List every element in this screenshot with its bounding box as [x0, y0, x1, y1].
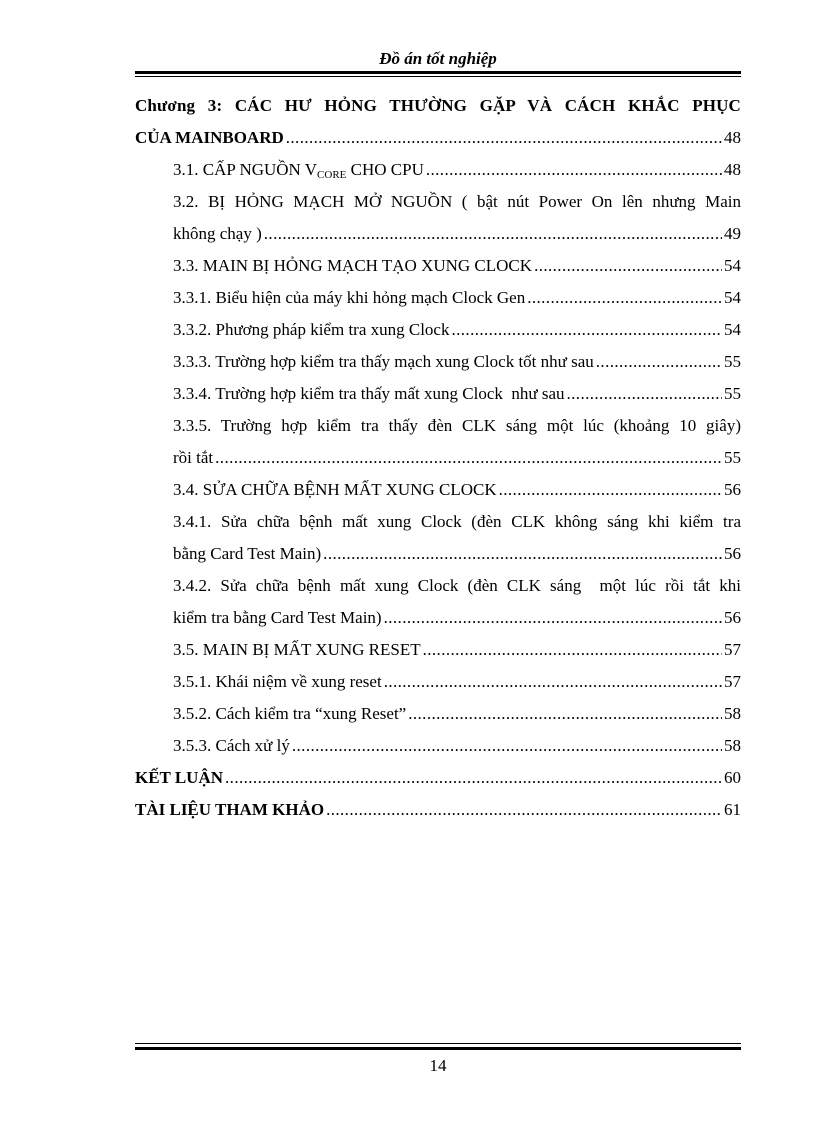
- page-number: 57: [724, 672, 741, 691]
- toc-entry-title: TÀI LIỆU THAM KHẢO: [135, 800, 325, 819]
- page-number: 56: [724, 544, 741, 563]
- footer-rule-thick: [135, 1047, 741, 1050]
- toc-entry-title: 3.1. CẤP NGUỒN $V_{CORE}$ CHO CPU: [173, 160, 424, 181]
- toc-entry-3-4-1-line1[interactable]: 3.4.1. Sửa chữa bệnh mất xung Clock (đèn CLK không sáng khi kiểm tra: [173, 512, 741, 531]
- page-number: 54: [724, 256, 741, 275]
- dot-leader: [426, 154, 722, 186]
- toc-entry-title: 3.3. MAIN BỊ HỎNG MẠCH TẠO XUNG CLOCK: [173, 256, 533, 275]
- dot-leader: [451, 314, 722, 346]
- toc-entry-chapter-3[interactable]: [135, 122, 741, 154]
- toc-entry-3-4-1[interactable]: [135, 538, 741, 570]
- toc-entry-3-2[interactable]: [135, 218, 741, 250]
- dot-leader: [264, 218, 722, 250]
- page-number: 61: [724, 800, 741, 819]
- toc-entry-3-3-4[interactable]: [135, 378, 741, 410]
- toc-entry-conclusion[interactable]: [135, 762, 741, 794]
- toc-entry-title: kiểm tra bằng Card Test Main): [173, 608, 382, 627]
- page-number: 48: [724, 128, 741, 147]
- dot-leader: [567, 378, 723, 410]
- toc-entry-title: KẾT LUẬN: [135, 768, 224, 787]
- toc-entry-3-3-5[interactable]: [135, 442, 741, 474]
- dot-leader: [408, 698, 722, 730]
- page-number: 57: [724, 640, 741, 659]
- toc-entry-title: 3.3.2. Phương pháp kiểm tra xung Clock: [173, 320, 450, 339]
- toc-chapter-3-line1: Chương 3: CÁC HƯ HỎNG THƯỜNG GẶP VÀ CÁCH KHẮC PHỤC: [135, 96, 741, 115]
- dot-leader: [596, 346, 722, 378]
- page-number: 56: [724, 608, 741, 627]
- header-rule-thin: [135, 76, 741, 77]
- document-title: Đồ án tốt nghiệp: [379, 49, 497, 68]
- page-number: 56: [724, 480, 741, 499]
- toc-entry-3-1[interactable]: [135, 154, 741, 186]
- toc-entry-3-3[interactable]: [135, 250, 741, 282]
- toc-entry-3-4-2-line1[interactable]: 3.4.2. Sửa chữa bệnh mất xung Clock (đèn CLK sáng một lúc rồi tắt khi: [173, 576, 741, 595]
- toc-entry-title: không chạy ): [173, 224, 262, 243]
- page-number: 58: [724, 704, 741, 723]
- toc-entry-3-5-3[interactable]: [135, 730, 741, 762]
- toc-entry-3-5[interactable]: [135, 634, 741, 666]
- toc-entry-3-3-5-line1[interactable]: 3.3.5. Trường hợp kiểm tra thấy đèn CLK sáng một lúc (khoảng 10 giây): [173, 416, 741, 435]
- table-of-contents: [135, 90, 741, 826]
- toc-entry-title: 3.3.1. Biểu hiện của máy khi hỏng mạch Clock Gen: [173, 288, 526, 307]
- dot-leader: [527, 282, 722, 314]
- toc-entry-references[interactable]: [135, 794, 741, 826]
- toc-entry-title: 3.5.3. Cách xử lý: [173, 736, 290, 755]
- dot-leader: [292, 730, 722, 762]
- toc-entry-title: rồi tắt: [173, 448, 214, 467]
- dot-leader: [384, 666, 722, 698]
- toc-chapter-3-line2: CỦA MAINBOARD: [135, 128, 284, 147]
- page-number: 60: [724, 768, 741, 787]
- toc-entry-title: 3.4. SỬA CHỮA BỆNH MẤT XUNG CLOCK: [173, 480, 497, 499]
- dot-leader: [534, 250, 722, 282]
- toc-entry-3-2-line1[interactable]: 3.2. BỊ HỎNG MẠCH MỞ NGUỒN ( bật nút Power On lên nhưng Main: [173, 192, 741, 211]
- toc-entry-3-4[interactable]: [135, 474, 741, 506]
- page-number: 48: [724, 160, 741, 179]
- toc-entry-title: 3.3.3. Trường hợp kiểm tra thấy mạch xung Clock tốt như sau: [173, 352, 594, 371]
- toc-entry-title: 3.5.1. Khái niệm về xung reset: [173, 672, 382, 691]
- dot-leader: [499, 474, 722, 506]
- toc-entry-3-5-1[interactable]: [135, 666, 741, 698]
- toc-entry-3-3-2[interactable]: [135, 314, 741, 346]
- toc-entry-title: 3.3.4. Trường hợp kiểm tra thấy mất xung Clock như sau: [173, 384, 565, 403]
- page-number: 54: [724, 288, 741, 307]
- page-number: 55: [724, 448, 741, 467]
- dot-leader: [326, 794, 722, 826]
- toc-entry-title: bằng Card Test Main): [173, 544, 322, 563]
- page-number: 58: [724, 736, 741, 755]
- dot-leader: [225, 762, 722, 794]
- page-number: 55: [724, 352, 741, 371]
- toc-entry-3-3-1[interactable]: [135, 282, 741, 314]
- page-number: 49: [724, 224, 741, 243]
- toc-entry-3-5-2[interactable]: [135, 698, 741, 730]
- page-number: 55: [724, 384, 741, 403]
- footer-rule-thin: [135, 1043, 741, 1044]
- dot-leader: [384, 602, 722, 634]
- dot-leader: [323, 538, 722, 570]
- page-number: 54: [724, 320, 741, 339]
- toc-entry-3-3-3[interactable]: [135, 346, 741, 378]
- footer-page-number: 14: [429, 1056, 447, 1075]
- dot-leader: [286, 122, 722, 154]
- toc-entry-title: 3.5. MAIN BỊ MẤT XUNG RESET: [173, 640, 421, 659]
- header-rule-thick: [135, 71, 741, 74]
- dot-leader: [215, 442, 722, 474]
- toc-entry-title: 3.5.2. Cách kiểm tra “xung Reset”: [173, 704, 407, 723]
- dot-leader: [423, 634, 722, 666]
- toc-entry-3-4-2[interactable]: [135, 602, 741, 634]
